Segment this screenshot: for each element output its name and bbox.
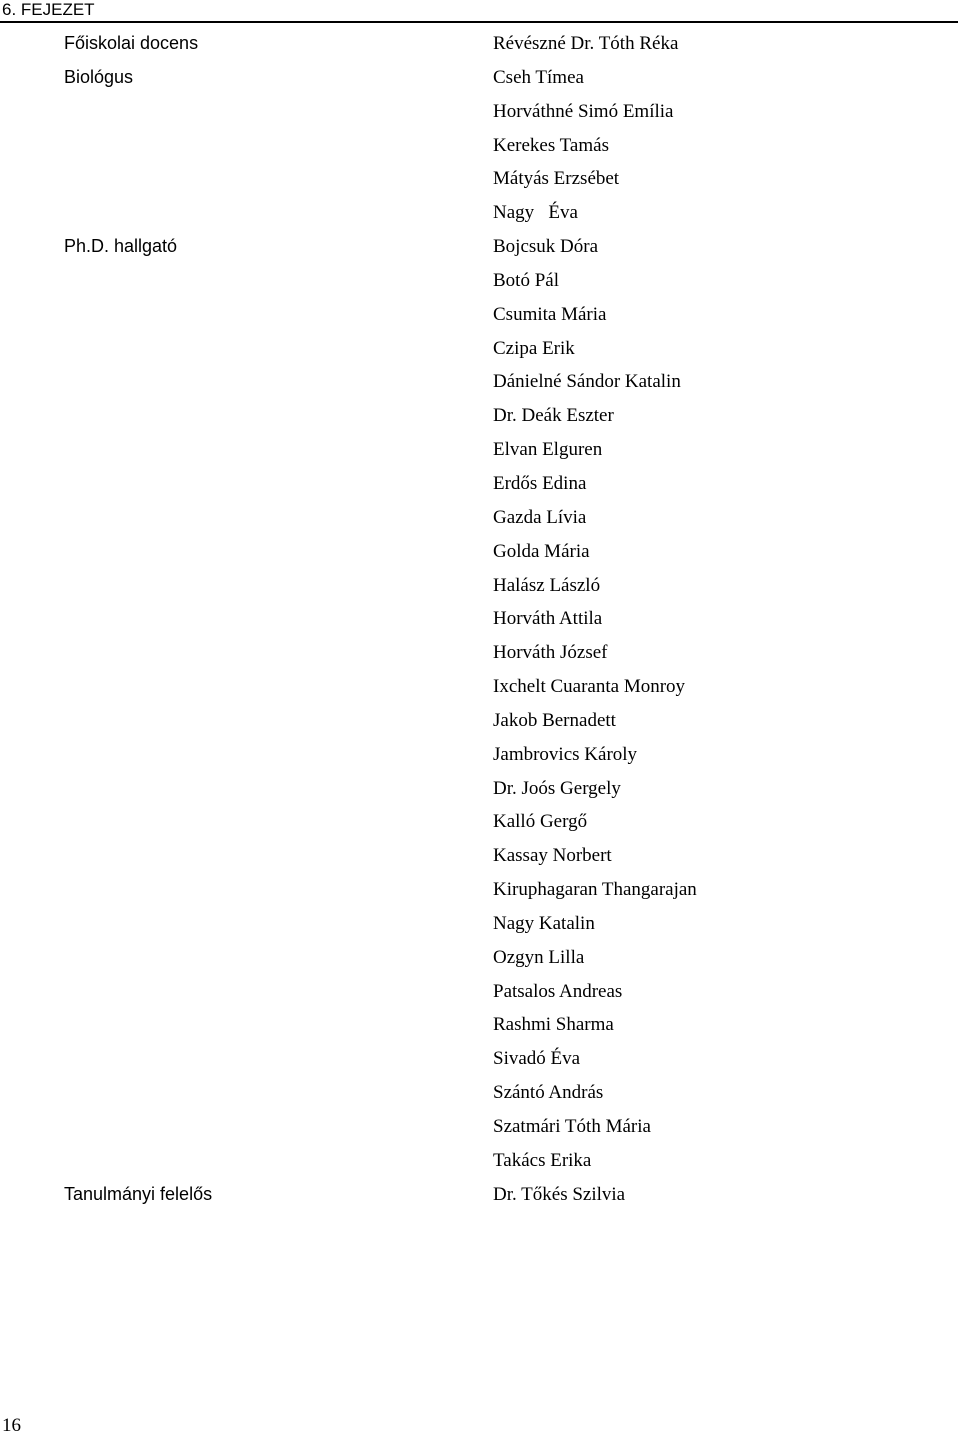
staff-row: [0, 1008, 960, 1042]
staff-role: Biológus: [64, 66, 134, 87]
staff-name: Elvan Elguren: [493, 439, 603, 461]
staff-name: Dánielné Sándor Katalin: [493, 371, 681, 393]
staff-name: Kalló Gergő: [493, 811, 588, 833]
staff-row: [0, 704, 960, 738]
chapter-title: 6. FEJEZET: [2, 0, 95, 19]
staff-name: Kerekes Tamás: [493, 134, 609, 156]
staff-role: Főiskolai docens: [64, 33, 199, 53]
staff-name: Ixchelt Cuaranta Monroy: [493, 676, 686, 698]
staff-row: [0, 873, 960, 907]
staff-row: [0, 535, 960, 569]
staff-name: Czipa Erik: [493, 337, 575, 359]
staff-row: [0, 1042, 960, 1076]
staff-row: [0, 839, 960, 873]
staff-name: Szántó András: [493, 1082, 604, 1104]
staff-row: [0, 433, 960, 467]
staff-row: [0, 95, 960, 129]
staff-name: Dr. Tőkés Szilvia: [493, 1183, 626, 1205]
staff-name: Rashmi Sharma: [493, 1014, 614, 1036]
staff-name: Szatmári Tóth Mária: [493, 1116, 651, 1137]
staff-row: [0, 501, 960, 535]
staff-row: [0, 264, 960, 298]
staff-row: [0, 602, 960, 636]
staff-list: [0, 27, 960, 1212]
staff-name: Nagy Katalin: [493, 912, 595, 934]
staff-name: Ozgyn Lilla: [493, 946, 585, 968]
staff-role: Ph.D. hallgató: [64, 236, 178, 257]
staff-row: [0, 941, 960, 975]
staff-row: [0, 670, 960, 704]
staff-row: [0, 1144, 960, 1178]
staff-row: [0, 27, 960, 61]
chapter-header: [0, 0, 958, 23]
staff-row: [0, 772, 960, 806]
staff-row: [0, 907, 960, 941]
staff-name: Erdős Edina: [493, 472, 587, 494]
staff-name: Jakob Bernadett: [493, 709, 616, 731]
staff-row: [0, 332, 960, 366]
staff-name: Mátyás Erzsébet: [493, 168, 620, 190]
staff-name: Bojcsuk Dóra: [493, 236, 599, 258]
staff-name: Botó Pál: [493, 269, 559, 291]
staff-row: [0, 399, 960, 433]
staff-row: [0, 569, 960, 603]
staff-name: Gazda Lívia: [493, 506, 587, 528]
staff-row: [0, 230, 960, 264]
staff-name: Dr. Joós Gergely: [493, 777, 621, 799]
staff-row: [0, 298, 960, 332]
staff-name: Sivadó Éva: [493, 1048, 581, 1070]
staff-name: Kassay Norbert: [493, 845, 612, 867]
staff-name: Révészné Dr. Tóth Réka: [493, 33, 679, 54]
staff-row: [0, 61, 960, 95]
staff-name: Nagy Éva: [493, 202, 578, 224]
staff-name: Csumita Mária: [493, 303, 607, 325]
staff-row: [0, 1110, 960, 1144]
staff-name: Takács Erika: [493, 1149, 592, 1171]
staff-row: [0, 975, 960, 1009]
staff-name: Cseh Tímea: [493, 66, 584, 88]
staff-row: [0, 805, 960, 839]
staff-name: Kiruphagaran Thangarajan: [493, 879, 697, 901]
staff-row: [0, 1076, 960, 1110]
staff-row: [0, 365, 960, 399]
page-number: 16: [2, 1415, 21, 1436]
staff-name: Horváth Attila: [493, 608, 603, 630]
staff-row: [0, 738, 960, 772]
staff-name: Horváthné Simó Emília: [493, 100, 674, 122]
staff-row: [0, 636, 960, 670]
staff-row: [0, 1178, 960, 1212]
staff-role: Tanulmányi felelős: [64, 1183, 213, 1204]
staff-name: Golda Mária: [493, 540, 590, 562]
staff-name: Horváth József: [493, 642, 608, 664]
staff-name: Jambrovics Károly: [493, 743, 638, 765]
staff-name: Halász László: [493, 574, 601, 596]
staff-name: Dr. Deák Eszter: [493, 405, 614, 427]
staff-row: [0, 162, 960, 196]
staff-row: [0, 467, 960, 501]
staff-row: [0, 129, 960, 163]
staff-name: Patsalos Andreas: [493, 980, 623, 1002]
staff-row: [0, 196, 960, 230]
